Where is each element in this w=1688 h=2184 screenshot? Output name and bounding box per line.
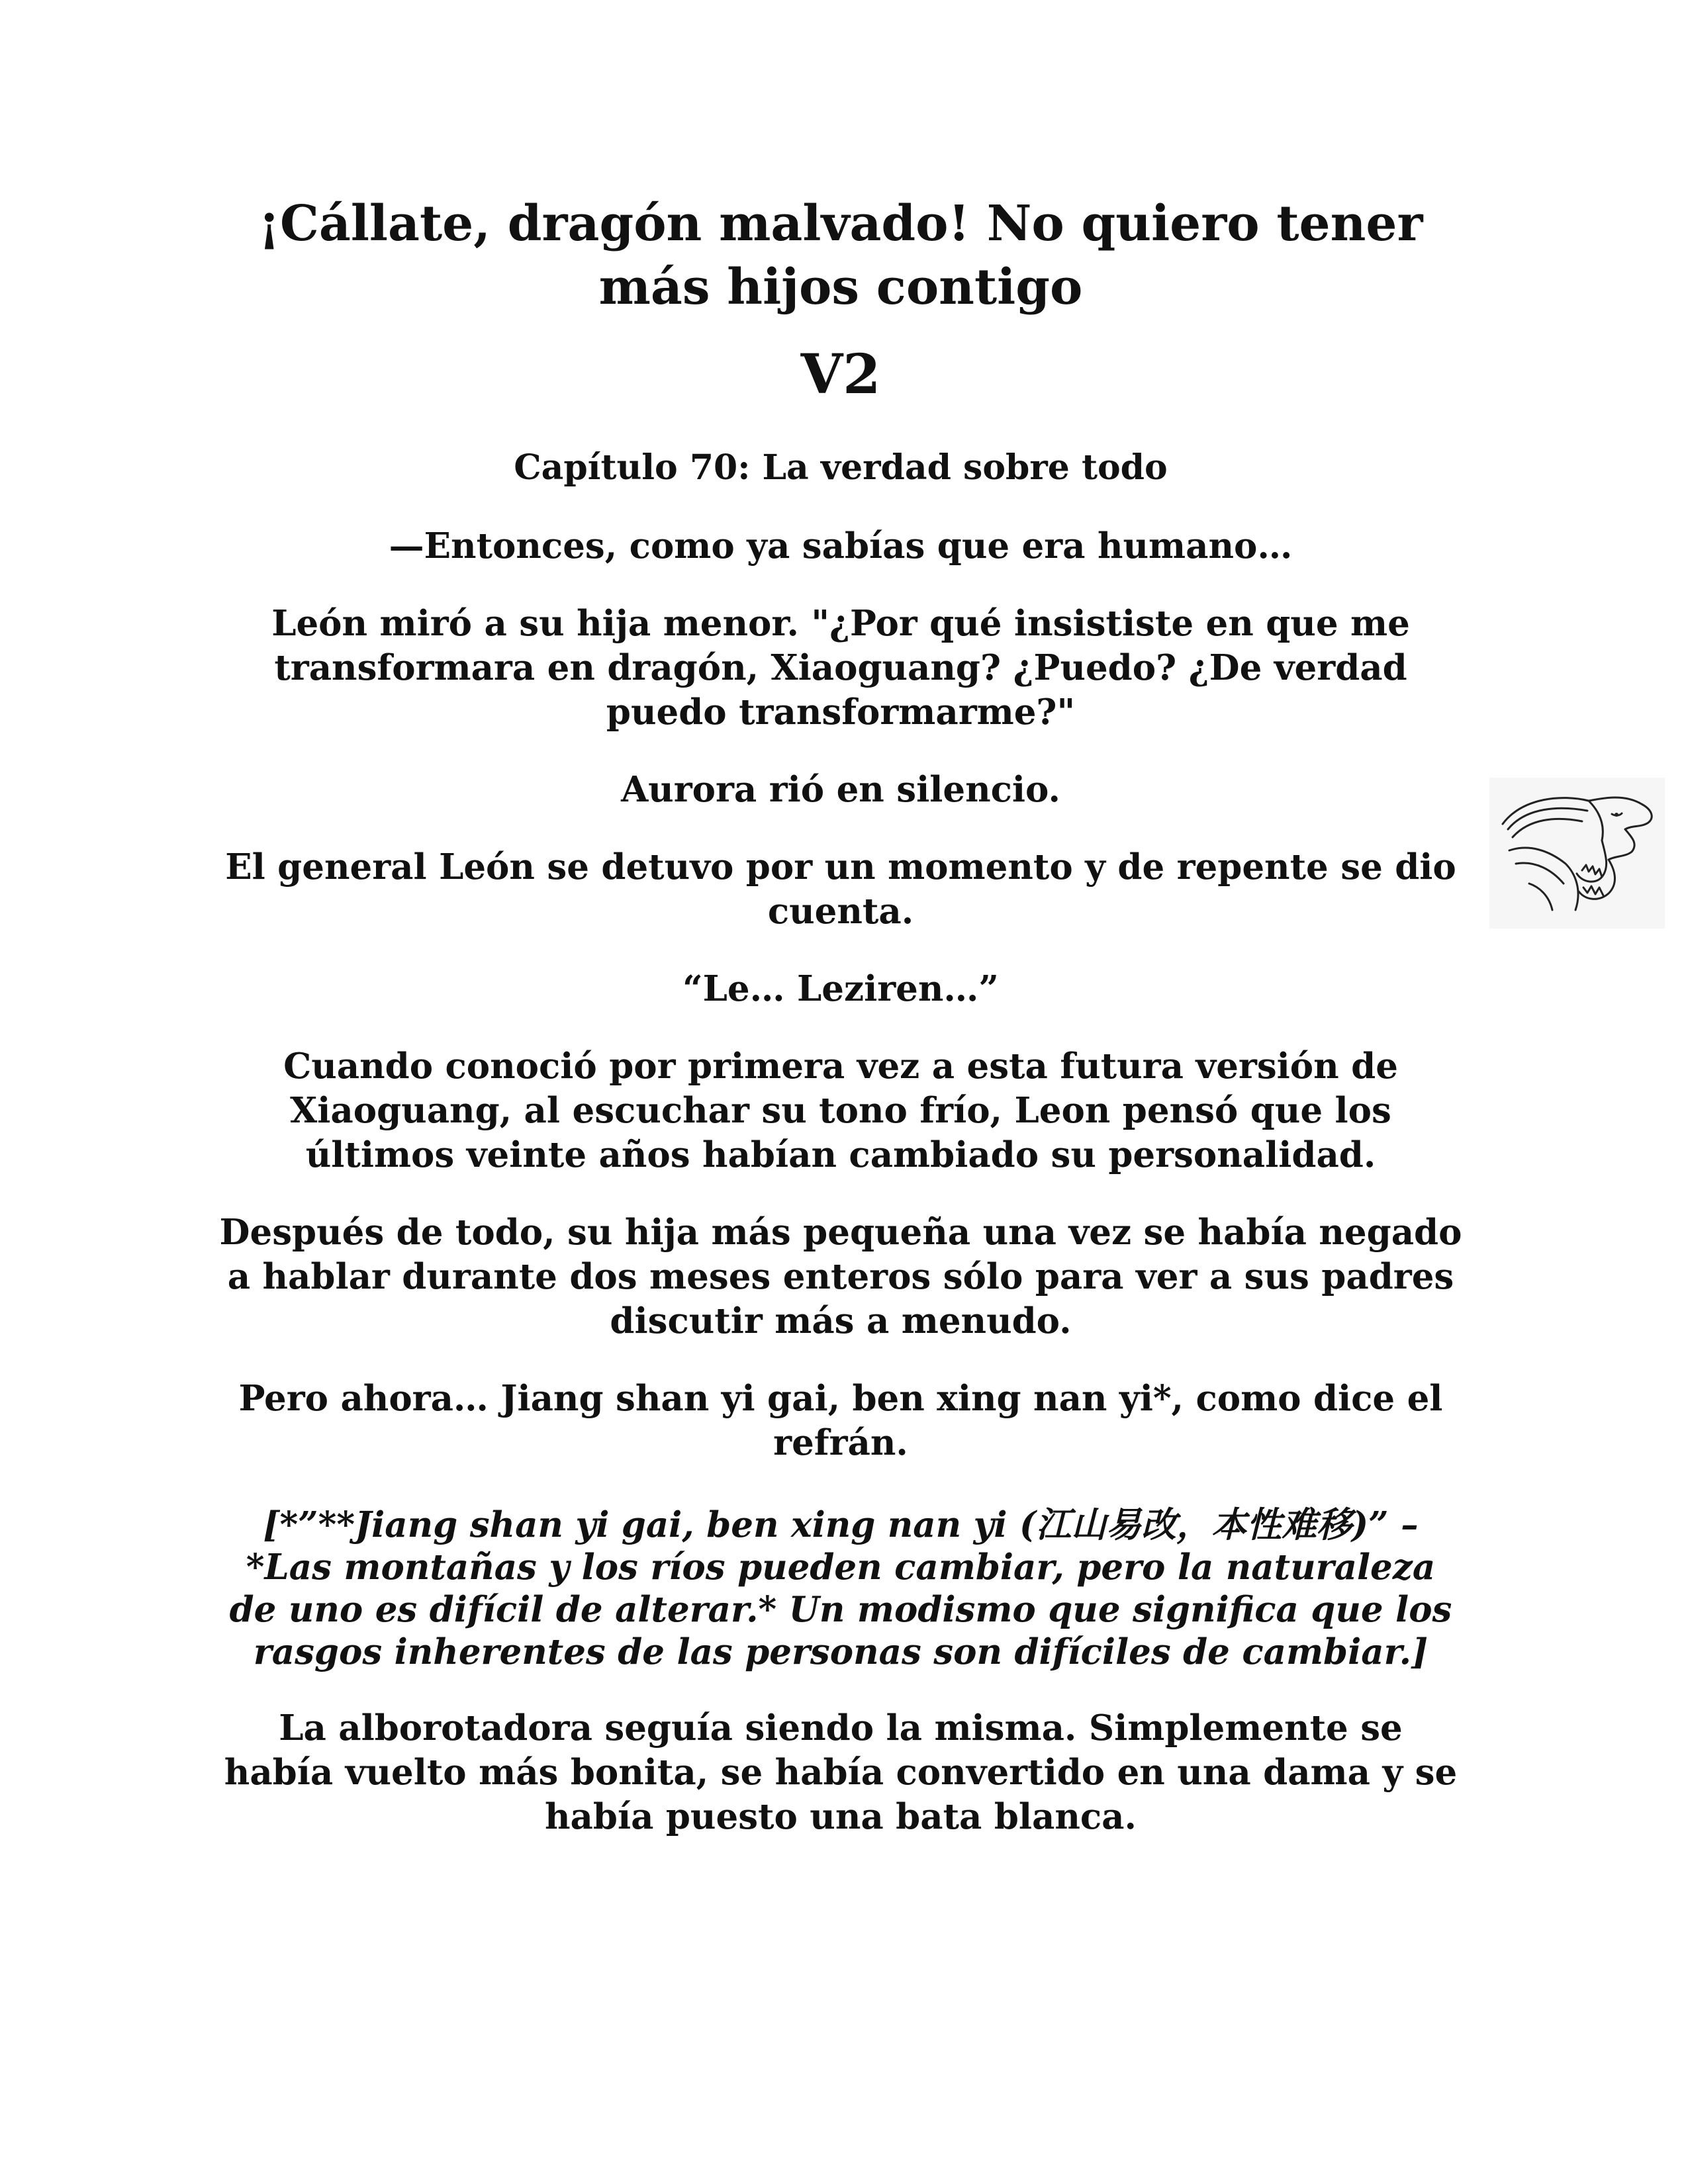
- title-line-2: más hijos contigo: [598, 259, 1083, 316]
- title-line-1: ¡Cállate, dragón malvado! No quiero tener: [258, 195, 1423, 252]
- paragraph-8: Pero ahora… Jiang shan yi gai, ben xing nan yi*, como dice el refrán.: [238, 1378, 1443, 1463]
- paragraph-7: Después de todo, su hija más pequeña una vez se había negado a hablar durante dos meses enteros sólo para ver a sus padres discutir más a menudo.: [219, 1212, 1462, 1342]
- paragraph-4: El general León se detuvo por un momento y de repente se dio cuenta.: [225, 846, 1456, 932]
- paragraph-3: Aurora rió en silencio.: [621, 769, 1060, 810]
- paragraph-1: —Entonces, como ya sabías que era humano…: [389, 525, 1293, 567]
- paragraph-6: Cuando conoció por primera vez a esta futura versión de Xiaoguang, al escuchar su tono frío, Leon pensó que los últimos veinte años habían cambiado su personalidad.: [283, 1046, 1398, 1175]
- text-column: [218, 192, 1463, 1839]
- volume-label: V2: [800, 343, 881, 406]
- paragraph-2: León miró a su hija menor. "¿Por qué insististe en que me transformara en dragón, Xiaoguang? ¿Puedo? ¿De verdad puedo transformarme?": [271, 603, 1410, 733]
- paragraph-5: “Le… Leziren…”: [682, 968, 999, 1009]
- footnote: [*”**Jiang shan yi gai, ben xing nan yi (江山易改，本性难移)” – *Las montañas y los ríos pueden cambiar, pero la naturaleza de uno es difícil de alterar.* Un modismo que significa que los rasgos inherentes de las personas son difíciles de cambiar.]: [229, 1504, 1452, 1672]
- closing-paragraph: La alborotadora seguía siendo la misma. Simplemente se había vuelto más bonita, se había convertido en una dama y se había puesto una bata blanca.: [224, 1707, 1458, 1837]
- chapter-heading: Capítulo 70: La verdad sobre todo: [514, 447, 1168, 488]
- dragon-head-sketch-icon: [1489, 778, 1665, 929]
- book-title: [218, 192, 1463, 319]
